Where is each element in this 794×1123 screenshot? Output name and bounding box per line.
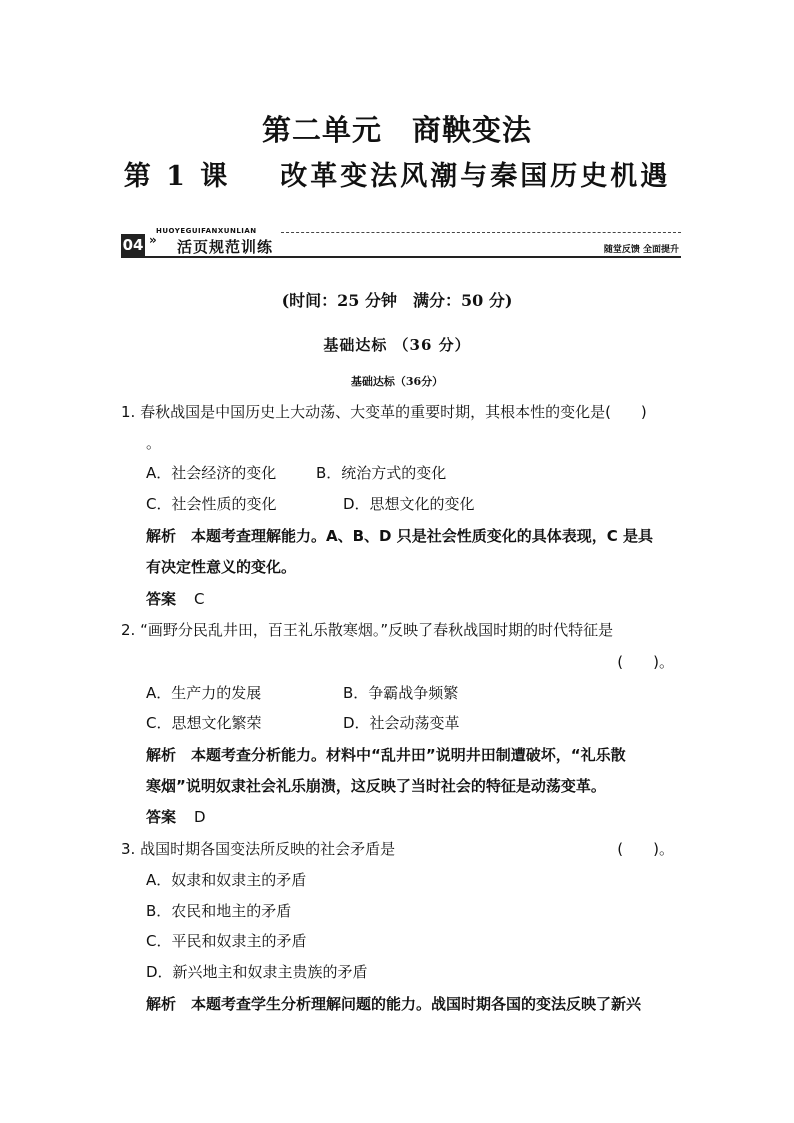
banner-underline [121, 256, 681, 258]
q2-answer [146, 807, 206, 827]
unit-title-number: 第二单元 [261, 113, 382, 147]
banner-title: 活页规范训练 [177, 238, 274, 256]
q2-option-d: D．社会动荡变革 [343, 714, 460, 732]
q1-answer-label: 答案 [146, 590, 177, 608]
lesson-title [0, 154, 794, 193]
section-heading-small: 基础达标（36分） [350, 375, 444, 388]
q3-option-b: B．农民和地主的矛盾 [146, 902, 292, 920]
q2-option-a: A．生产力的发展 [146, 684, 262, 702]
q2-analysis: 解析 本题考查分析能力。材料中“乱井田”说明井田制遭破坏，“礼乐散 [146, 746, 626, 764]
banner-number-badge: 04 [122, 236, 144, 254]
q2-option-c: C．思想文化繁荣 [146, 714, 262, 732]
q2-option-b: B．争霸战争频繁 [343, 684, 459, 702]
banner-slogan: 随堂反馈 全面提升 [603, 245, 679, 255]
q3-analysis: 解析 本题考查学生分析理解问题的能力。战国时期各国的变法反映了新兴 [146, 995, 642, 1013]
banner-pinyin: HUOYEGUIFANXUNLIAN [156, 227, 257, 235]
unit-title [0, 108, 794, 149]
banner-dotted-line [281, 232, 681, 233]
q3-option-a: A．奴隶和奴隶主的矛盾 [146, 871, 307, 889]
q2-answer-paren: ( )。 [617, 653, 674, 671]
q1-analysis: 解析 本题考查理解能力。A、B、D 只是社会性质变化的具体表现，C 是具 [146, 527, 653, 545]
q3-option-d: D．新兴地主和奴隶主贵族的矛盾 [146, 963, 368, 981]
unit-title-name: 商鞅变法 [412, 113, 533, 147]
q1-option-d: D．思想文化的变化 [343, 495, 475, 513]
q3-option-c: C．平民和奴隶主的矛盾 [146, 932, 307, 950]
q2-answer-value: D [194, 808, 206, 826]
q3-answer-paren: ( )。 [617, 840, 674, 858]
lesson-title-number: 第 1 课 [123, 161, 231, 192]
section-heading: 基础达标 （36 分） [323, 336, 471, 354]
q3-stem: 3. 战国时期各国变法所反映的社会矛盾是 [121, 840, 396, 858]
section-banner [121, 227, 681, 258]
q1-answer [146, 589, 205, 609]
q1-stem-cont: 。 [146, 434, 162, 452]
lesson-title-name: 改革变法风潮与秦国历史机遇 [280, 161, 671, 192]
q2-analysis-cont: 寒烟”说明奴隶社会礼乐崩溃，这反映了当时社会的特征是动荡变革。 [146, 777, 606, 795]
q1-option-c: C．社会性质的变化 [146, 495, 277, 513]
q1-option-b: B．统治方式的变化 [316, 464, 447, 482]
q2-stem: 2. “画野分民乱井田，百王礼乐散寒烟。”反映了春秋战国时期的时代特征是 [121, 621, 614, 639]
time-score-info: (时间：25 分钟 满分：50 分) [281, 291, 513, 310]
q1-answer-value: C [194, 590, 205, 608]
q1-option-a: A．社会经济的变化 [146, 464, 277, 482]
q2-answer-label: 答案 [146, 808, 177, 826]
q1-analysis-cont: 有决定性意义的变化。 [146, 558, 297, 576]
chevron-right-icon: » [149, 233, 157, 247]
q1-stem: 1. 春秋战国是中国历史上大动荡、大变革的重要时期，其根本性的变化是( ) [121, 403, 647, 421]
